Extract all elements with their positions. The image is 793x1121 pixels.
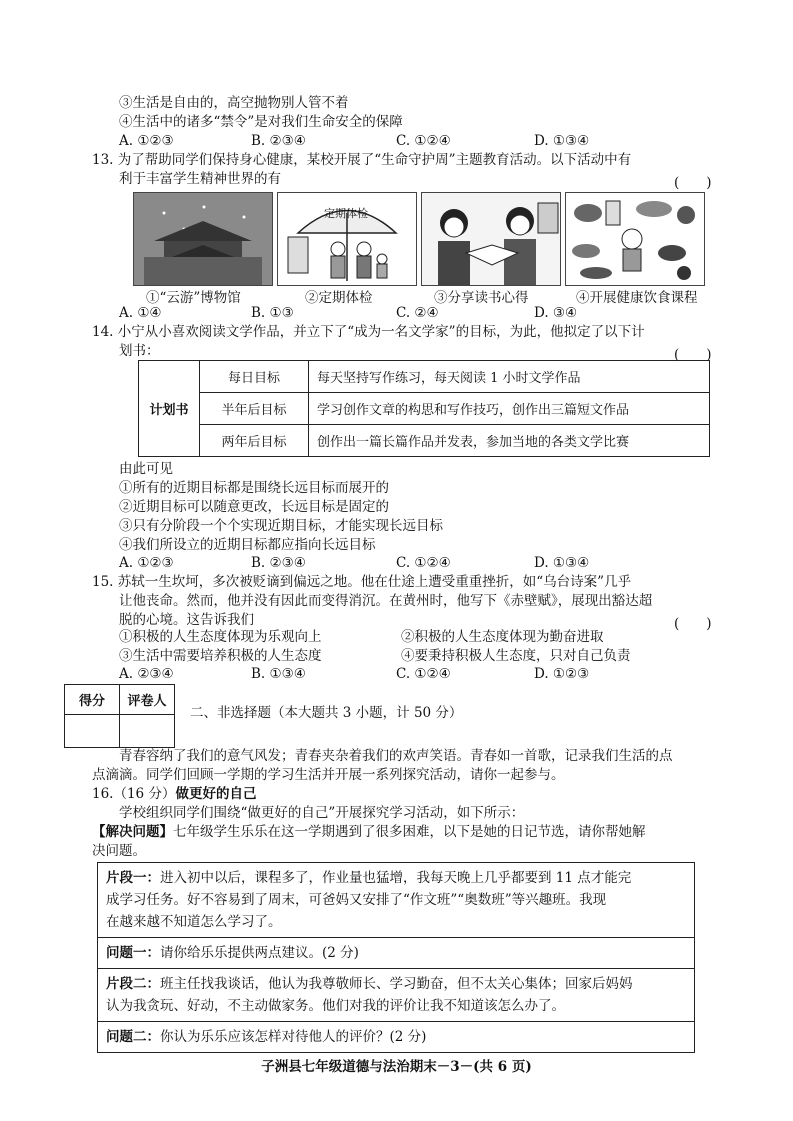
fragment-1-label: 片段一：	[106, 870, 160, 886]
q15-stem-line1: 15. 苏轼一生坎坷，多次被贬谪到偏远之地。他在仕途上遭受重重挫折，如“乌台诗案”几乎	[92, 574, 632, 590]
grader-cell[interactable]	[120, 715, 175, 748]
q14-stem-line1: 14. 小宁从小喜欢阅读文学作品，并立下了“成为一名文学家”的目标，为此，他拟定了以下计	[92, 324, 645, 340]
healthy-diet-image	[565, 192, 705, 286]
q15-option-d: D. ①②③	[534, 666, 590, 682]
q14-stem-line2: 划书：	[119, 343, 160, 359]
reading-people-icon	[422, 193, 560, 285]
health-check-image	[277, 192, 417, 286]
q12-item-4: ④生活中的诸多“禁令”是对我们生命安全的保障	[119, 114, 403, 130]
q12-option-b: B. ②③④	[251, 133, 306, 149]
score-table	[64, 684, 175, 748]
q15-options	[119, 666, 589, 683]
q15-option-a: A. ②③④	[119, 666, 174, 682]
score-cell[interactable]	[65, 715, 120, 748]
q13-option-a: A. ①④	[119, 305, 162, 321]
section2-title: 二、非选择题（本大题共 3 小题，计 50 分）	[190, 705, 463, 721]
fragment-2	[98, 969, 694, 1022]
q14-option-d: D. ①③④	[534, 555, 590, 571]
q12-options	[119, 133, 589, 150]
q14-option-a: A. ①②③	[119, 555, 174, 571]
plan-table	[138, 360, 710, 457]
plan-goal: 半年后目标	[200, 393, 309, 425]
page-footer: 子洲县七年级道德与法治期末－3－(共 6 页)	[261, 1059, 532, 1075]
fragment-1-text3: 在越来越不知道怎么学习了。	[106, 914, 282, 930]
q14-answer-blank: ( )	[674, 347, 712, 363]
q15-option-c: C. ①②④	[396, 666, 451, 682]
q13-option-b: B. ①③	[251, 305, 294, 321]
question-1	[98, 938, 694, 969]
question-2	[98, 1022, 694, 1052]
q16-score: 16.（16 分）	[92, 786, 176, 802]
plan-row	[139, 393, 710, 425]
score-label: 得分	[65, 685, 120, 715]
caption-health-check: ②定期体检	[305, 290, 373, 306]
q14-item-2: ②近期目标可以随意更改，长远目标是固定的	[119, 499, 389, 515]
q15-item-2: ②积极的人生态度体现为勤奋进取	[401, 629, 604, 645]
q15-item-4: ④要秉持积极人生态度，只对自己负责	[401, 648, 631, 664]
q12-option-a: A. ①②③	[119, 133, 174, 149]
fragment-2-text2: 认为我贪玩、好动，不主动做家务。他们对我的评价让我不知道该怎么办了。	[106, 998, 565, 1014]
q12-option-d: D. ①③④	[534, 133, 590, 149]
q16-line2	[92, 824, 646, 841]
question-2-label: 问题二：	[106, 1029, 160, 1045]
plan-row	[139, 425, 710, 457]
q16-line3: 决问题。	[92, 843, 146, 859]
grader-label: 评卷人	[120, 685, 175, 715]
question-2-text: 你认为乐乐应该怎样对待他人的评价？(2 分)	[160, 1029, 427, 1045]
q13-option-c: C. ②④	[396, 305, 439, 321]
q13-stem-line1: 13. 为了帮助同学们保持身心健康，某校开展了“生命守护周”主题教育活动。以下活动中有	[92, 152, 632, 168]
caption-diet: ④开展健康饮食课程	[576, 290, 698, 306]
q16-heading	[92, 786, 256, 803]
q14-option-b: B. ②③④	[251, 555, 306, 571]
q14-item-4: ④我们所设立的近期目标都应指向长远目标	[119, 537, 376, 553]
plan-row	[139, 361, 710, 393]
q14-options	[119, 555, 589, 572]
question-1-label: 问题一：	[106, 945, 160, 961]
q14-lead: 由此可见	[119, 461, 173, 477]
q14-item-3: ③只有分阶段一个个实现近期目标，才能实现长远目标	[119, 518, 443, 534]
q14-option-c: C. ①②④	[396, 555, 451, 571]
health-check-sign: 定期体检	[324, 207, 368, 220]
plan-goal: 两年后目标	[200, 425, 309, 457]
q15-answer-blank: ( )	[674, 616, 712, 632]
plan-content: 学习创作文章的构思和写作技巧，创作出三篇短文作品	[309, 393, 710, 425]
q12-item-3: ③生活是自由的，高空抛物别人管不着	[119, 95, 349, 111]
caption-museum: ①“云游”博物馆	[146, 290, 241, 306]
q15-stem-line2: 让他丧命。然而，他并没有因此而变得消沉。在黄州时，他写下《赤壁赋》，展现出豁达超	[119, 593, 653, 609]
diary-box	[97, 862, 695, 1053]
plan-content: 创作出一篇长篇作品并发表，参加当地的各类文学比赛	[309, 425, 710, 457]
palace-icon	[134, 193, 272, 285]
q16-title: 做更好的自己	[175, 786, 257, 802]
q13-option-d: D. ③④	[534, 305, 578, 321]
question-1-text: 请你给乐乐提供两点建议。(2 分)	[160, 945, 359, 961]
fragment-1-text2: 成学习任务。好不容易到了周末，可爸妈又安排了“作文班”“奥数班”等兴趣班。我现	[106, 892, 607, 908]
plan-content: 每天坚持写作练习，每天阅读 1 小时文学作品	[309, 361, 710, 393]
caption-reading: ③分享读书心得	[434, 290, 529, 306]
q13-stem-line2: 利于丰富学生精神世界的有	[119, 171, 281, 187]
q16-line1: 学校组织同学们围绕“做更好的自己”开展探究学习活动，如下所示：	[119, 805, 525, 821]
q16-tag: 【解决问题】	[92, 824, 173, 840]
food-child-icon	[566, 193, 704, 285]
plan-label: 计划书	[139, 361, 200, 457]
q13-answer-blank: ( )	[674, 175, 712, 191]
q16-line2-text: 七年级学生乐乐在这一学期遇到了很多困难，以下是她的日记节选，请你帮她解	[173, 824, 646, 840]
intro-line2: 点滴滴。同学们回顾一学期的学习生活并开展一系列探究活动，请你一起参与。	[92, 767, 565, 783]
q14-item-1: ①所有的近期目标都是围绕长远目标而展开的	[119, 480, 389, 496]
fragment-1-text1: 进入初中以后，课程多了，作业量也猛增，我每天晚上几乎都要到 11 点才能完	[160, 870, 632, 886]
fragment-2-label: 片段二：	[106, 976, 160, 992]
fragment-2-text1: 班主任找我谈话，他认为我尊敬师长、学习勤奋，但不太关心集体；回家后妈妈	[160, 976, 633, 992]
intro-line1: 青春容纳了我们的意气风发；青春夹杂着我们的欢声笑语。青春如一首歌，记录我们生活的点	[119, 748, 673, 764]
q15-option-b: B. ①③④	[251, 666, 306, 682]
q15-item-1: ①积极的人生态度体现为乐观向上	[119, 629, 322, 645]
fragment-1	[98, 863, 694, 938]
q15-stem-line3: 脱的心境。这告诉我们	[119, 612, 254, 628]
q13-options	[119, 305, 577, 322]
reading-share-image	[421, 192, 561, 286]
plan-goal: 每日目标	[200, 361, 309, 393]
museum-image	[133, 192, 273, 286]
q12-option-c: C. ①②④	[396, 133, 451, 149]
q15-item-3: ③生活中需要培养积极的人生态度	[119, 648, 322, 664]
